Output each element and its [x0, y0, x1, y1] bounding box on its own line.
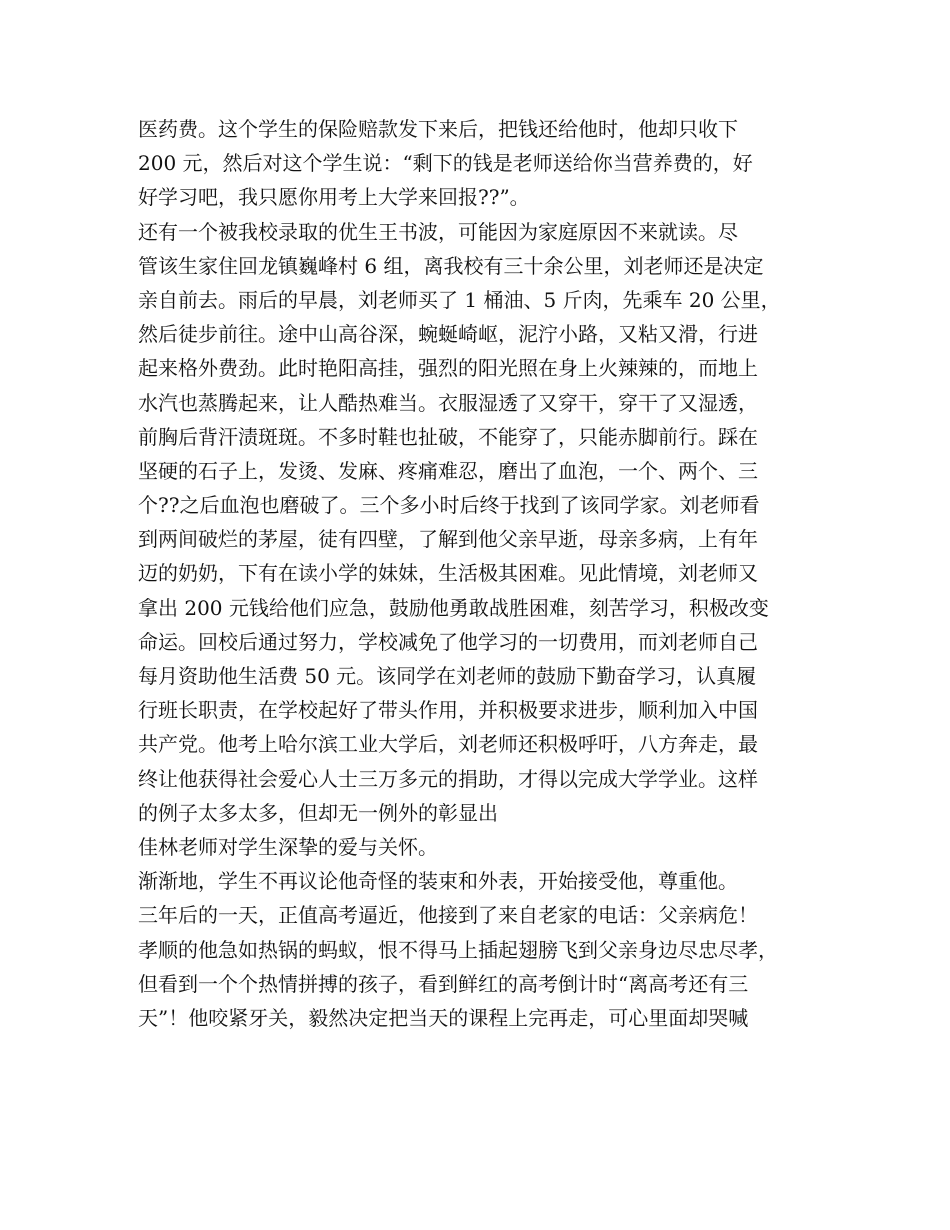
text-line: 的例子太多太多，但却无一例外的彰显出 — [138, 800, 498, 825]
text-line: 每月资助他生活费 50 元。该同学在刘老师的鼓励下勤奋学习，认真履 — [138, 664, 757, 688]
text-line: 共产党。他考上哈尔滨工业大学后，刘老师还积极呼吁，八方奔走，最 — [138, 732, 758, 757]
text-line: 亲自前去。雨后的早晨，刘老师买了 1 桶油、5 斤肉，先乘车 20 公里， — [138, 287, 781, 312]
text-line: 三年后的一天，正值高考逼近，他接到了来自老家的电话：父亲病危！ — [138, 903, 758, 928]
text-line: 佳林老师对学生深挚的爱与关怀。 — [138, 834, 438, 859]
text-line: 行班长职责，在学校起好了带头作用，并积极要求进步，顺利加入中国 — [138, 698, 758, 723]
text-line: 迈的奶奶，下有在读小学的妹妹，生活极其困难。见此情境，刘老师又 — [138, 561, 758, 586]
text-line: 水汽也蒸腾起来，让人酷热难当。衣服湿透了又穿干，穿干了又湿透， — [138, 390, 758, 415]
text-line: 管该生家住回龙镇巍峰村 6 组，离我校有三十余公里，刘老师还是决定 — [138, 253, 764, 278]
text-line: 200 元，然后对这个学生说：“剩下的钱是老师送给你当营养费的，好 — [138, 151, 753, 176]
text-line: 但看到一个个热情拼搏的孩子，看到鲜红的高考倒计时“离高考还有三 — [138, 971, 749, 996]
text-line: 个??之后血泡也磨破了。三个多小时后终于找到了该同学家。刘老师看 — [138, 493, 760, 518]
text-line: 天”！他咬紧牙关，毅然决定把当天的课程上完再走，可心里面却哭喊 — [138, 1005, 749, 1030]
text-line: 拿出 200 元钱给他们应急，鼓励他勇敢战胜困难，刻苦学习，积极改变 — [138, 595, 769, 620]
text-line: 然后徒步前往。途中山高谷深，蜿蜒崎岖，泥泞小路，又粘又滑，行进 — [138, 322, 758, 347]
text-line: 起来格外费劲。此时艳阳高挂，强烈的阳光照在身上火辣辣的，而地上 — [138, 356, 758, 381]
body-text — [138, 112, 828, 1035]
text-line: 医药费。这个学生的保险赔款发下来后，把钱还给他时，他却只收下 — [138, 117, 738, 141]
text-line: 终让他获得社会爱心人士三万多元的捐助，才得以完成大学学业。这样 — [138, 766, 758, 791]
text-line: 孝顺的他急如热锅的蚂蚁，恨不得马上插起翅膀飞到父亲身边尽忠尽孝， — [138, 937, 778, 962]
text-line: 渐渐地，学生不再议论他奇怪的装束和外表，开始接受他，尊重他。 — [138, 869, 738, 894]
text-line: 命运。回校后通过努力，学校减免了他学习的一切费用，而刘老师自己 — [138, 629, 758, 654]
text-line: 前胸后背汗渍斑斑。不多时鞋也扯破，不能穿了，只能赤脚前行。踩在 — [138, 424, 758, 449]
text-line: 坚硬的石子上，发烫、发麻、疼痛难忍，磨出了血泡，一个、两个、三 — [138, 458, 758, 483]
text-line: 好学习吧，我只愿你用考上大学来回报??”。 — [138, 185, 530, 210]
text-line: 还有一个被我校录取的优生王书波，可能因为家庭原因不来就读。尽 — [138, 219, 738, 244]
text-line: 到两间破烂的茅屋，徒有四壁，了解到他父亲早逝，母亲多病，上有年 — [138, 527, 758, 552]
